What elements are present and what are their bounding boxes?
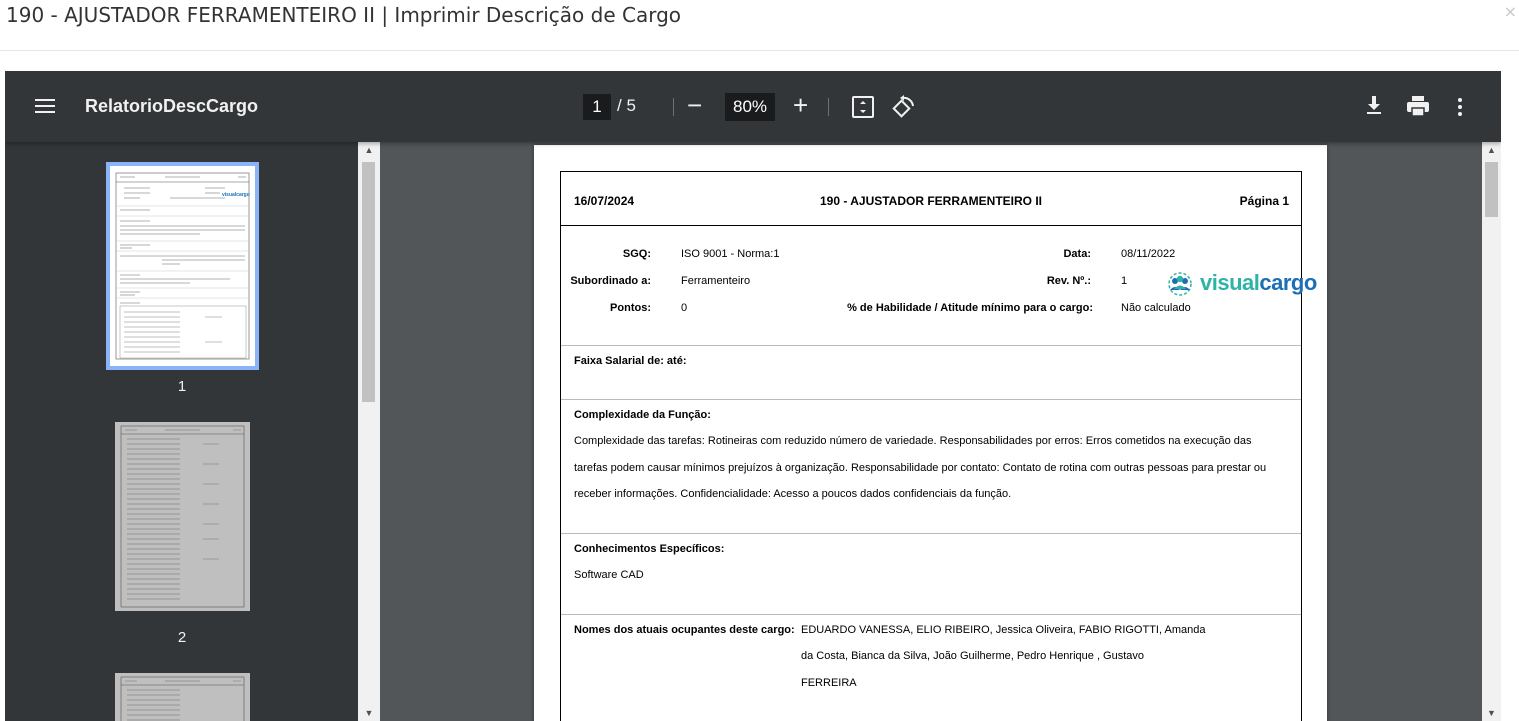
ocupantes-line: EDUARDO VANESSA, ELIO RIBEIRO, Jessica Oliveira, FABIO RIGOTTI, Amanda [801, 624, 1206, 636]
pdf-page [534, 145, 1327, 721]
info-section [561, 226, 1317, 346]
thumbnail-sidebar [5, 142, 380, 721]
zoom-in-button[interactable]: + [793, 90, 809, 120]
menu-icon[interactable] [35, 95, 55, 117]
habilidade-value: Não calculado [1121, 302, 1191, 314]
zoom-level-input[interactable]: 80% [725, 93, 775, 121]
subordinado-label: Subordinado a: [570, 275, 651, 287]
thumbnail-label: 2 [177, 629, 187, 646]
zoom-out-button[interactable]: − [687, 90, 703, 120]
report-page-number: Página 1 [1239, 194, 1289, 208]
toolbar-divider [828, 98, 829, 116]
modal-header [0, 0, 1519, 51]
ocupantes-line: FERREIRA [801, 677, 857, 689]
complexidade-line: Complexidade das tarefas: Rotineiras com reduzido número de variedade. Responsabilidades por erros: Erros cometidos na execução das [574, 435, 1252, 447]
complexidade-title: Complexidade da Função: [574, 409, 711, 421]
modal-title: 190 - AJUSTADOR FERRAMENTEIRO II | Imprimir Descrição de Cargo [6, 3, 682, 27]
rotate-icon[interactable] [891, 94, 917, 125]
download-icon[interactable] [1364, 94, 1384, 121]
scroll-down-icon[interactable]: ▼ [364, 708, 374, 718]
page-thumbnail-1[interactable] [110, 166, 255, 366]
scroll-up-icon[interactable]: ▲ [364, 145, 374, 155]
faixa-salarial-label: Faixa Salarial de: até: [574, 355, 687, 367]
pdf-toolbar [5, 71, 1501, 142]
more-options-icon[interactable] [1457, 97, 1463, 122]
svg-text:visualcargo: visualcargo [222, 192, 250, 198]
subordinado-value: Ferramenteiro [681, 275, 751, 287]
conhecimentos-title: Conhecimentos Específicos: [574, 543, 725, 555]
page-thumbnail-2[interactable] [115, 422, 250, 611]
ocupantes-title: Nomes dos atuais ocupantes deste cargo: [574, 624, 795, 636]
page-thumbnail-3[interactable] [115, 673, 250, 721]
print-icon[interactable] [1406, 95, 1430, 122]
close-icon[interactable]: × [1503, 2, 1517, 21]
report-table [560, 171, 1317, 721]
faixa-salarial-section [561, 346, 1301, 400]
logo-text-cargo: cargo [1259, 270, 1317, 295]
main-scrollbar[interactable] [1482, 142, 1501, 721]
report-header [561, 172, 1301, 226]
sidebar-scrollbar[interactable] [358, 142, 380, 721]
page-total: / 5 [617, 96, 636, 115]
data-label: Data: [1063, 248, 1091, 260]
logo-people-icon [1164, 270, 1196, 296]
toolbar-divider [673, 98, 674, 116]
sidebar-scroll-thumb[interactable] [362, 162, 375, 402]
complexidade-line: receber informações. Confidencialidade: Acesso a poucos dados confidenciais da função. [574, 488, 1012, 500]
report-title: 190 - AJUSTADOR FERRAMENTEIRO II [819, 194, 1043, 208]
complexidade-section [561, 400, 1301, 534]
scroll-down-icon[interactable]: ▼ [1487, 708, 1496, 718]
pdf-viewer [5, 71, 1501, 721]
ocupantes-section [561, 615, 1301, 721]
complexidade-line: tarefas podem causar mínimos prejuízos à organização. Responsabilidade por contato: Contato de rotina com outras pessoas para prestar ou [574, 462, 1267, 474]
logo-text-visual: visual [1200, 270, 1260, 295]
pontos-label: Pontos: [610, 302, 651, 314]
visualcargo-logo [1164, 270, 1317, 296]
thumbnail-label: 1 [177, 378, 187, 395]
rev-value: 1 [1121, 275, 1128, 287]
data-value: 08/11/2022 [1121, 248, 1176, 260]
conhecimentos-section [561, 534, 1301, 615]
conhecimentos-value: Software CAD [574, 569, 644, 581]
document-title: RelatorioDescCargo [85, 96, 259, 116]
ocupantes-line: da Costa, Bianca da Silva, João Guilherme, Pedro Henrique , Gustavo [801, 650, 1145, 662]
sgq-label: SGQ: [622, 248, 651, 260]
rev-label: Rev. Nº.: [1046, 275, 1091, 287]
report-date: 16/07/2024 [574, 194, 635, 208]
habilidade-label: % de Habilidade / Atitude mínimo para o cargo: [847, 302, 1093, 314]
fit-to-page-icon[interactable] [851, 95, 875, 124]
sgq-value: ISO 9001 - Norma:1 [681, 248, 780, 260]
page-number-input[interactable]: 1 [583, 94, 611, 120]
scroll-up-icon[interactable]: ▲ [1487, 145, 1496, 155]
main-scroll-thumb[interactable] [1485, 162, 1498, 217]
pontos-value: 0 [681, 302, 688, 314]
